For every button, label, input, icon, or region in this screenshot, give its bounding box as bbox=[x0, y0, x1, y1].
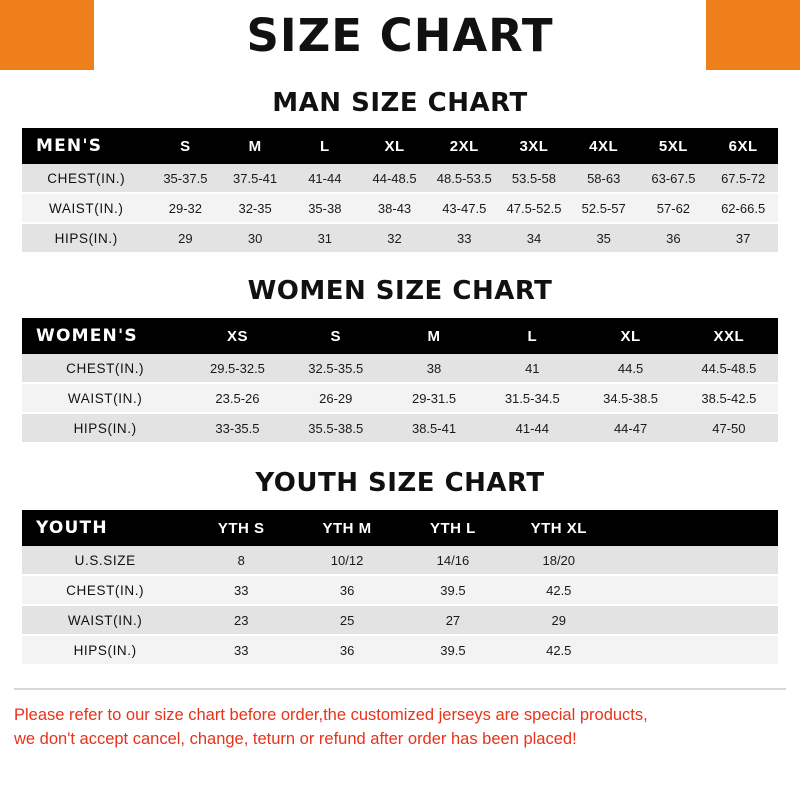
cell: 35 bbox=[569, 223, 639, 253]
section-title-youth: YOUTH SIZE CHART bbox=[255, 468, 545, 498]
column-header: YTH XL bbox=[506, 510, 612, 546]
table-youth-size-chart bbox=[22, 510, 778, 666]
cell: 39.5 bbox=[400, 575, 506, 605]
cell: 58-63 bbox=[569, 164, 639, 193]
cell: 48.5-53.5 bbox=[429, 164, 499, 193]
column-header: M bbox=[220, 128, 290, 164]
cell: 14/16 bbox=[400, 546, 506, 575]
cell: 29-32 bbox=[151, 193, 221, 223]
cell: 38 bbox=[385, 354, 483, 383]
table-row bbox=[22, 635, 778, 665]
cell-empty bbox=[612, 635, 778, 665]
cell: 26-29 bbox=[287, 383, 385, 413]
cell-empty bbox=[612, 575, 778, 605]
cell: 36 bbox=[294, 575, 400, 605]
table-corner-label: YOUTH bbox=[22, 510, 188, 546]
footer-note-line-2: we don't accept cancel, change, teturn or refund after order has been placed! bbox=[14, 729, 577, 748]
column-header: M bbox=[385, 318, 483, 354]
row-label: U.S.SIZE bbox=[22, 546, 188, 575]
table-man-size-chart bbox=[22, 128, 778, 254]
section-youth-size-chart bbox=[0, 468, 800, 666]
table-header-row bbox=[22, 128, 778, 164]
cell: 29 bbox=[151, 223, 221, 253]
cell: 53.5-58 bbox=[499, 164, 569, 193]
cell: 25 bbox=[294, 605, 400, 635]
table-row bbox=[22, 164, 778, 193]
table-row bbox=[22, 605, 778, 635]
column-header: 3XL bbox=[499, 128, 569, 164]
cell: 35-37.5 bbox=[151, 164, 221, 193]
column-header: S bbox=[151, 128, 221, 164]
column-header: YTH M bbox=[294, 510, 400, 546]
table-header-row bbox=[22, 318, 778, 354]
cell: 41 bbox=[483, 354, 581, 383]
column-header: 5XL bbox=[639, 128, 709, 164]
cell: 44-47 bbox=[581, 413, 679, 443]
cell: 23.5-26 bbox=[188, 383, 286, 413]
cell: 42.5 bbox=[506, 635, 612, 665]
table-corner-label: WOMEN'S bbox=[22, 318, 188, 354]
cell: 31 bbox=[290, 223, 360, 253]
cell: 27 bbox=[400, 605, 506, 635]
cell-empty bbox=[612, 605, 778, 635]
cell: 38.5-41 bbox=[385, 413, 483, 443]
cell: 42.5 bbox=[506, 575, 612, 605]
cell: 41-44 bbox=[483, 413, 581, 443]
cell: 29-31.5 bbox=[385, 383, 483, 413]
cell: 32 bbox=[360, 223, 430, 253]
cell: 43-47.5 bbox=[429, 193, 499, 223]
table-row bbox=[22, 193, 778, 223]
row-label: WAIST(IN.) bbox=[22, 383, 188, 413]
column-header: YTH S bbox=[188, 510, 294, 546]
column-header: S bbox=[287, 318, 385, 354]
cell: 67.5-72 bbox=[708, 164, 778, 193]
cell: 52.5-57 bbox=[569, 193, 639, 223]
column-header-empty bbox=[612, 510, 778, 546]
cell: 47.5-52.5 bbox=[499, 193, 569, 223]
row-label: WAIST(IN.) bbox=[22, 193, 151, 223]
footer-note-line-1: Please refer to our size chart before order,the customized jerseys are special products, bbox=[14, 706, 648, 724]
row-label: HIPS(IN.) bbox=[22, 223, 151, 253]
table-row bbox=[22, 383, 778, 413]
cell: 31.5-34.5 bbox=[483, 383, 581, 413]
cell: 57-62 bbox=[639, 193, 709, 223]
row-label: CHEST(IN.) bbox=[22, 354, 188, 383]
cell: 47-50 bbox=[680, 413, 778, 443]
cell: 29 bbox=[506, 605, 612, 635]
section-title-man: MAN SIZE CHART bbox=[272, 88, 528, 118]
cell: 29.5-32.5 bbox=[188, 354, 286, 383]
table-women-size-chart bbox=[22, 318, 778, 444]
cell: 44.5 bbox=[581, 354, 679, 383]
cell: 18/20 bbox=[506, 546, 612, 575]
column-header: YTH L bbox=[400, 510, 506, 546]
table-row bbox=[22, 575, 778, 605]
cell: 32-35 bbox=[220, 193, 290, 223]
cell: 44-48.5 bbox=[360, 164, 430, 193]
column-header: XL bbox=[581, 318, 679, 354]
cell-empty bbox=[612, 546, 778, 575]
column-header: XXL bbox=[680, 318, 778, 354]
cell: 62-66.5 bbox=[708, 193, 778, 223]
cell: 33 bbox=[188, 635, 294, 665]
cell: 10/12 bbox=[294, 546, 400, 575]
table-row bbox=[22, 546, 778, 575]
header-banner bbox=[0, 0, 800, 70]
section-title-women: WOMEN SIZE CHART bbox=[247, 276, 553, 306]
cell: 23 bbox=[188, 605, 294, 635]
cell: 33-35.5 bbox=[188, 413, 286, 443]
cell: 44.5-48.5 bbox=[680, 354, 778, 383]
cell: 35.5-38.5 bbox=[287, 413, 385, 443]
cell: 33 bbox=[188, 575, 294, 605]
cell: 35-38 bbox=[290, 193, 360, 223]
table-row bbox=[22, 354, 778, 383]
column-header: 4XL bbox=[569, 128, 639, 164]
cell: 36 bbox=[294, 635, 400, 665]
footer-note bbox=[14, 688, 786, 752]
table-header-row bbox=[22, 510, 778, 546]
cell: 34 bbox=[499, 223, 569, 253]
cell: 38.5-42.5 bbox=[680, 383, 778, 413]
cell: 37.5-41 bbox=[220, 164, 290, 193]
column-header: 6XL bbox=[708, 128, 778, 164]
row-label: WAIST(IN.) bbox=[22, 605, 188, 635]
table-row bbox=[22, 223, 778, 253]
row-label: HIPS(IN.) bbox=[22, 635, 188, 665]
section-man-size-chart bbox=[0, 88, 800, 254]
cell: 32.5-35.5 bbox=[287, 354, 385, 383]
cell: 39.5 bbox=[400, 635, 506, 665]
table-row bbox=[22, 413, 778, 443]
row-label: CHEST(IN.) bbox=[22, 575, 188, 605]
column-header: L bbox=[290, 128, 360, 164]
cell: 37 bbox=[708, 223, 778, 253]
column-header: 2XL bbox=[429, 128, 499, 164]
page-title: SIZE CHART bbox=[246, 8, 554, 62]
column-header: XS bbox=[188, 318, 286, 354]
row-label: HIPS(IN.) bbox=[22, 413, 188, 443]
cell: 34.5-38.5 bbox=[581, 383, 679, 413]
header-banner-inner bbox=[94, 0, 706, 70]
table-corner-label: MEN'S bbox=[22, 128, 151, 164]
cell: 33 bbox=[429, 223, 499, 253]
cell: 63-67.5 bbox=[639, 164, 709, 193]
column-header: XL bbox=[360, 128, 430, 164]
cell: 30 bbox=[220, 223, 290, 253]
row-label: CHEST(IN.) bbox=[22, 164, 151, 193]
cell: 41-44 bbox=[290, 164, 360, 193]
cell: 36 bbox=[639, 223, 709, 253]
cell: 38-43 bbox=[360, 193, 430, 223]
cell: 8 bbox=[188, 546, 294, 575]
column-header: L bbox=[483, 318, 581, 354]
section-women-size-chart bbox=[0, 276, 800, 444]
